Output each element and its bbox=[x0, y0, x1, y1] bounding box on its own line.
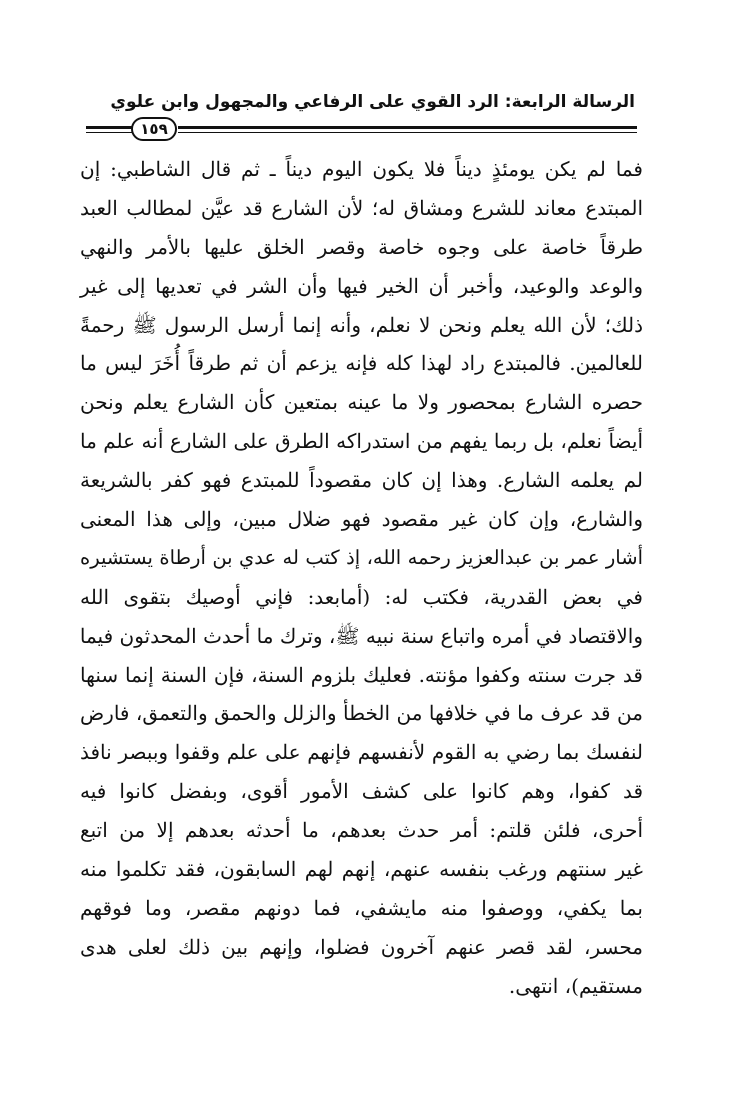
header-rule-right bbox=[178, 126, 637, 134]
text-line: لنفسك بما رضي به القوم لأنفسهم فإنهم على علم وقفوا وببصر نافذ bbox=[80, 740, 643, 765]
header-rule-left bbox=[86, 126, 132, 134]
text-line: والوعد والوعيد، وأخبر أن الخير فيها وأن الشر في تعديها إلى غير bbox=[80, 273, 643, 298]
text-line: مستقيم)، انتهى. bbox=[508, 973, 643, 998]
text-line: ذلك؛ لأن الله يعلم ونحن لا نعلم، وأنه إنما أرسل الرسول ﷺ رحمةً bbox=[80, 312, 643, 337]
text-line: أيضاً نعلم، بل ربما يفهم من استدراكه الطرق على الشارع أنه علم ما bbox=[80, 429, 643, 454]
text-line: قد جرت سنته وكفوا مؤنته. فعليك بلزوم السنة، فإن السنة إنما سنها bbox=[80, 662, 643, 687]
text-line: بما يكفي، ووصفوا منه مايشفي، فما دونهم مقصر، وما فوقهم bbox=[80, 895, 643, 920]
text-line: والاقتصاد في أمره واتباع سنة نبيه ﷺ، وترك ما أحدث المحدثون فيما bbox=[79, 623, 643, 648]
text-line: محسر، لقد قصر عنهم آخرون فضلوا، وإنهم بين ذلك لعلى هدى bbox=[80, 934, 643, 959]
text-line: حصره الشارع بمحصور ولا ما عينه بمتعين كأن الشارع يعلم ونحن bbox=[80, 390, 643, 415]
text-line: قد كفوا، وهم كانوا على كشف الأمور أقوى، وبفضل كانوا فيه bbox=[80, 779, 643, 804]
text-line: للعالمين. فالمبتدع راد لهذا كله فإنه يزعم أن ثم طرقاً أُخَرَ ليس ما bbox=[80, 351, 643, 376]
text-line: لم يعلمه الشارع. وهذا إن كان مقصوداً للمبتدع فهو كفر بالشريعة bbox=[80, 468, 643, 493]
running-title: الرسالة الرابعة: الرد القوي على الرفاعي والمجهول وابن علوي bbox=[110, 92, 635, 112]
text-line: في بعض القدرية، فكتب له: (أمابعد: فإني أوصيك بتقوى الله bbox=[80, 584, 643, 609]
text-line: المبتدع معاند للشرع ومشاق له؛ لأن الشارع قد عيَّن لمطالب العبد bbox=[80, 195, 643, 220]
text-line: من قد عرف ما في خلافها من الخطأ والزلل والحمق والتعمق، فارض bbox=[80, 701, 643, 726]
text-line: فما لم يكن يومئذٍ ديناً فلا يكون اليوم ديناً ـ ثم قال الشاطبي: إن bbox=[80, 157, 643, 181]
text-line: غير سنتهم ورغب بنفسه عنهم، إنهم لهم السابقون، فقد تكلموا منه bbox=[80, 857, 643, 882]
body-text bbox=[80, 150, 643, 1006]
text-line: طرقاً خاصة على وجوه خاصة وقصر الخلق عليها بالأمر والنهي bbox=[80, 234, 643, 259]
text-line: والشارع، وإن كان غير مقصود فهو ضلال مبين، وإلى هذا المعنى bbox=[80, 507, 643, 532]
page-number: ١٥٩ bbox=[131, 117, 177, 141]
text-line: أحرى، فلئن قلتم: أمر حدث بعدهم، ما أحدثه بعدهم إلا من اتبع bbox=[80, 818, 643, 843]
text-line: أشار عمر بن عبدالعزيز رحمه الله، إذ كتب له عدي بن أرطاة يستشيره bbox=[80, 545, 643, 569]
